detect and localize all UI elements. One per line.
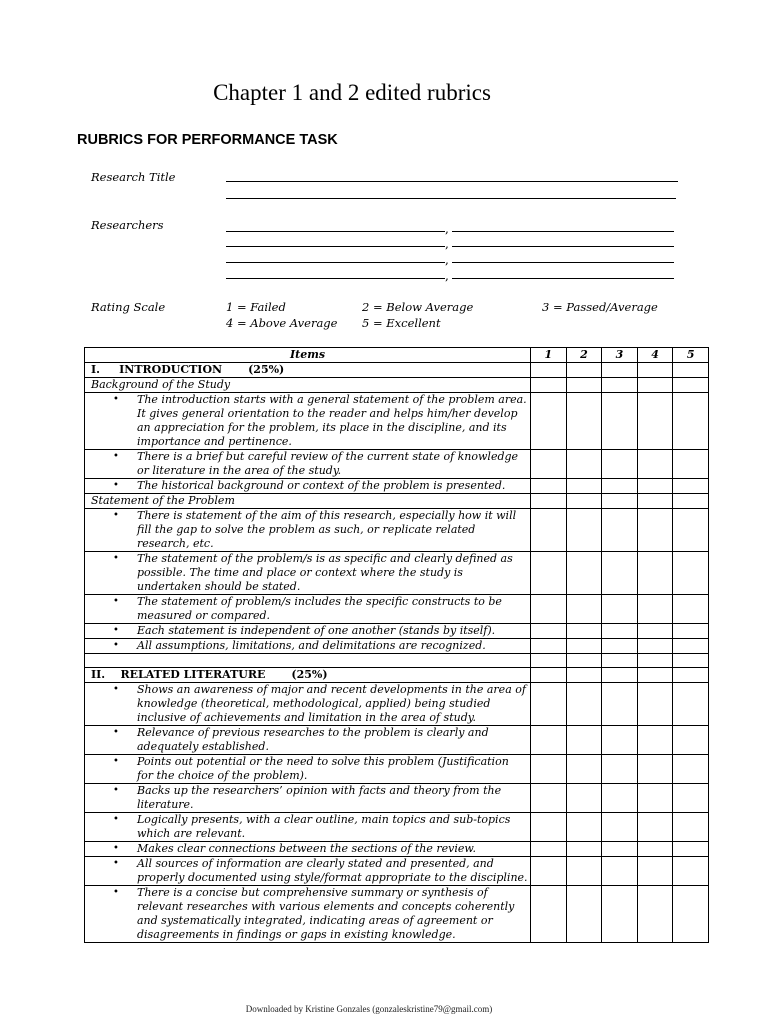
criterion-text: The statement of problem/s includes the specific constructs to be measured or compared. bbox=[137, 595, 502, 622]
researcher-line-1a[interactable] bbox=[226, 231, 445, 232]
score-cell-1[interactable] bbox=[531, 509, 567, 552]
score-cell-5[interactable] bbox=[673, 726, 709, 755]
header-items: Items bbox=[85, 348, 531, 363]
research-title-line-2[interactable] bbox=[226, 198, 676, 199]
score-cell-3[interactable] bbox=[602, 509, 638, 552]
table-row bbox=[85, 755, 709, 784]
score-cell-3[interactable] bbox=[602, 494, 638, 509]
rubric-table bbox=[84, 347, 709, 943]
criterion-text: The historical background or context of the problem is presented. bbox=[137, 479, 506, 492]
criterion-text: The introduction starts with a general statement of the problem area. It gives general orientation to the reader and helps him/her develop an appreciation for the problem, its place in the discipline, and its importance and pertinence. bbox=[137, 393, 527, 448]
table-row bbox=[85, 639, 709, 654]
bullet-icon: • bbox=[113, 843, 119, 854]
score-cell-2[interactable] bbox=[566, 813, 602, 842]
rating-scale-item: 1 = Failed bbox=[226, 300, 286, 314]
score-cell-4[interactable] bbox=[637, 842, 673, 857]
criterion-text: There is a concise but comprehensive summary or synthesis of relevant researches with various elements and concepts coherently and systematically integrated, indicating areas of agreement or disagreements in findings or gaps in existing knowledge. bbox=[137, 886, 515, 941]
score-cell-2[interactable] bbox=[566, 857, 602, 886]
table-row bbox=[85, 668, 709, 683]
researchers-label: Researchers bbox=[91, 218, 164, 232]
researcher-line-2a[interactable] bbox=[226, 246, 445, 247]
criterion-cell bbox=[85, 552, 531, 595]
score-cell-1[interactable] bbox=[531, 624, 567, 639]
score-cell-4[interactable] bbox=[637, 509, 673, 552]
score-cell-5[interactable] bbox=[673, 595, 709, 624]
score-cell-1[interactable] bbox=[531, 595, 567, 624]
score-cell-2[interactable] bbox=[566, 595, 602, 624]
score-cell-1[interactable] bbox=[531, 668, 567, 683]
criterion-cell bbox=[85, 639, 531, 654]
section-label: I. INTRODUCTION bbox=[91, 363, 223, 376]
score-cell-2[interactable] bbox=[566, 393, 602, 450]
bullet-icon: • bbox=[113, 640, 119, 651]
bullet-icon: • bbox=[113, 596, 119, 607]
header-score-1: 1 bbox=[531, 348, 567, 363]
rating-scale-item: 5 = Excellent bbox=[362, 316, 441, 330]
bullet-icon: • bbox=[113, 756, 119, 767]
table-row bbox=[85, 624, 709, 639]
score-cell-3[interactable] bbox=[602, 639, 638, 654]
score-cell-1[interactable] bbox=[531, 755, 567, 784]
header-score-2: 2 bbox=[566, 348, 602, 363]
table-row bbox=[85, 494, 709, 509]
bullet-icon: • bbox=[113, 553, 119, 564]
score-cell-4[interactable] bbox=[637, 363, 673, 378]
score-cell-2[interactable] bbox=[566, 509, 602, 552]
bullet-icon: • bbox=[113, 625, 119, 636]
table-row bbox=[85, 726, 709, 755]
score-cell-1[interactable] bbox=[531, 857, 567, 886]
score-cell-3[interactable] bbox=[602, 886, 638, 943]
header-score-5: 5 bbox=[673, 348, 709, 363]
table-row bbox=[85, 479, 709, 494]
bullet-icon: • bbox=[113, 510, 119, 521]
comma: , bbox=[445, 253, 449, 267]
score-cell-3[interactable] bbox=[602, 393, 638, 450]
criterion-text: Each statement is independent of one another (stands by itself). bbox=[137, 624, 496, 637]
score-cell-1[interactable] bbox=[531, 726, 567, 755]
table-row bbox=[85, 363, 709, 378]
criterion-cell bbox=[85, 726, 531, 755]
score-cell-4[interactable] bbox=[637, 393, 673, 450]
criterion-text: There is a brief but careful review of the current state of knowledge or literature in the area of the study. bbox=[137, 450, 519, 477]
score-cell-1[interactable] bbox=[531, 683, 567, 726]
score-cell-1[interactable] bbox=[531, 552, 567, 595]
criterion-cell bbox=[85, 842, 531, 857]
score-cell-2[interactable] bbox=[566, 886, 602, 943]
researcher-line-1b[interactable] bbox=[452, 231, 674, 232]
table-row bbox=[85, 784, 709, 813]
score-cell-5[interactable] bbox=[673, 509, 709, 552]
score-cell-3[interactable] bbox=[602, 363, 638, 378]
table-row bbox=[85, 857, 709, 886]
table-row bbox=[85, 842, 709, 857]
criterion-cell bbox=[85, 595, 531, 624]
criterion-text: There is statement of the aim of this research, especially how it will fill the gap to solve the problem as such, or replicate related research, etc. bbox=[137, 509, 517, 550]
score-cell-5[interactable] bbox=[673, 552, 709, 595]
score-cell-5[interactable] bbox=[673, 639, 709, 654]
header-score-3: 3 bbox=[602, 348, 638, 363]
score-cell-3[interactable] bbox=[602, 595, 638, 624]
bullet-icon: • bbox=[113, 727, 119, 738]
rating-scale-item: 2 = Below Average bbox=[362, 300, 474, 314]
comma: , bbox=[445, 237, 449, 251]
score-cell-1[interactable] bbox=[531, 639, 567, 654]
score-cell-1[interactable] bbox=[531, 813, 567, 842]
criterion-cell bbox=[85, 509, 531, 552]
researcher-line-3b[interactable] bbox=[452, 262, 674, 263]
score-cell-2[interactable] bbox=[566, 668, 602, 683]
score-cell-4[interactable] bbox=[637, 857, 673, 886]
criterion-cell bbox=[85, 886, 531, 943]
score-cell-4[interactable] bbox=[637, 668, 673, 683]
bullet-icon: • bbox=[113, 887, 119, 898]
score-cell-4[interactable] bbox=[637, 639, 673, 654]
score-cell-2[interactable] bbox=[566, 494, 602, 509]
score-cell-4[interactable] bbox=[637, 784, 673, 813]
score-cell-4[interactable] bbox=[637, 813, 673, 842]
table-row bbox=[85, 450, 709, 479]
researcher-line-4a[interactable] bbox=[226, 278, 445, 279]
score-cell-5[interactable] bbox=[673, 683, 709, 726]
score-cell-2[interactable] bbox=[566, 842, 602, 857]
rubric-body bbox=[85, 363, 709, 943]
score-cell-3[interactable] bbox=[602, 842, 638, 857]
criterion-cell bbox=[85, 393, 531, 450]
score-cell-2[interactable] bbox=[566, 639, 602, 654]
score-cell-2[interactable] bbox=[566, 378, 602, 393]
comma: , bbox=[445, 222, 449, 236]
section-weight: (25%) bbox=[248, 363, 285, 376]
criterion-cell bbox=[85, 654, 531, 668]
score-cell-4[interactable] bbox=[637, 886, 673, 943]
table-row bbox=[85, 654, 709, 668]
criterion-cell bbox=[85, 450, 531, 479]
score-cell-5[interactable] bbox=[673, 842, 709, 857]
score-cell-3[interactable] bbox=[602, 755, 638, 784]
score-cell-3[interactable] bbox=[602, 857, 638, 886]
score-cell-5[interactable] bbox=[673, 857, 709, 886]
score-cell-3[interactable] bbox=[602, 784, 638, 813]
score-cell-5[interactable] bbox=[673, 624, 709, 639]
table-header-row bbox=[85, 348, 709, 363]
score-cell-4[interactable] bbox=[637, 726, 673, 755]
criterion-text: Shows an awareness of major and recent developments in the area of knowledge (theoretical, methodological, applied) being studied inclusive of achievements and limitation in the area of study. bbox=[137, 683, 526, 724]
score-cell-5[interactable] bbox=[673, 886, 709, 943]
score-cell-1[interactable] bbox=[531, 479, 567, 494]
criterion-text: All assumptions, limitations, and delimitations are recognized. bbox=[137, 639, 486, 652]
header-score-4: 4 bbox=[637, 348, 673, 363]
score-cell-1[interactable] bbox=[531, 378, 567, 393]
score-cell-5[interactable] bbox=[673, 755, 709, 784]
score-cell-3[interactable] bbox=[602, 813, 638, 842]
rating-scale-item: 3 = Passed/Average bbox=[542, 300, 658, 314]
criterion-text: Points out potential or the need to solve this problem (Justification for the choice of the problem). bbox=[137, 755, 509, 782]
score-cell-5[interactable] bbox=[673, 494, 709, 509]
score-cell-1[interactable] bbox=[531, 494, 567, 509]
section-weight: (25%) bbox=[291, 668, 328, 681]
score-cell-2[interactable] bbox=[566, 683, 602, 726]
table-row bbox=[85, 813, 709, 842]
table-row bbox=[85, 595, 709, 624]
bullet-icon: • bbox=[113, 684, 119, 695]
criterion-cell bbox=[85, 784, 531, 813]
score-cell-3[interactable] bbox=[602, 654, 638, 668]
bullet-icon: • bbox=[113, 451, 119, 462]
score-cell-4[interactable] bbox=[637, 494, 673, 509]
criterion-cell bbox=[85, 479, 531, 494]
score-cell-2[interactable] bbox=[566, 624, 602, 639]
score-cell-4[interactable] bbox=[637, 595, 673, 624]
criterion-cell bbox=[85, 755, 531, 784]
score-cell-1[interactable] bbox=[531, 393, 567, 450]
score-cell-3[interactable] bbox=[602, 479, 638, 494]
score-cell-2[interactable] bbox=[566, 654, 602, 668]
score-cell-4[interactable] bbox=[637, 624, 673, 639]
score-cell-3[interactable] bbox=[602, 552, 638, 595]
score-cell-5[interactable] bbox=[673, 668, 709, 683]
bullet-icon: • bbox=[113, 394, 119, 405]
comma: , bbox=[445, 269, 449, 283]
score-cell-3[interactable] bbox=[602, 668, 638, 683]
table-row bbox=[85, 509, 709, 552]
score-cell-5[interactable] bbox=[673, 363, 709, 378]
score-cell-2[interactable] bbox=[566, 450, 602, 479]
score-cell-5[interactable] bbox=[673, 654, 709, 668]
score-cell-3[interactable] bbox=[602, 726, 638, 755]
score-cell-5[interactable] bbox=[673, 378, 709, 393]
research-title-label: Research Title bbox=[91, 170, 176, 184]
rating-scale-label: Rating Scale bbox=[91, 300, 166, 314]
score-cell-1[interactable] bbox=[531, 654, 567, 668]
bullet-icon: • bbox=[113, 785, 119, 796]
score-cell-5[interactable] bbox=[673, 813, 709, 842]
download-footer: Downloaded by Kristine Gonzales (gonzaleskristine79@gmail.com) bbox=[245, 1004, 493, 1014]
score-cell-2[interactable] bbox=[566, 726, 602, 755]
bullet-icon: • bbox=[113, 858, 119, 869]
criterion-text: All sources of information are clearly stated and presented, and properly documented using style/format appropriate to the discipline. bbox=[137, 857, 528, 884]
criterion-text: Logically presents, with a clear outline, main topics and sub-topics which are relevant. bbox=[137, 813, 511, 840]
researcher-line-2b[interactable] bbox=[452, 246, 674, 247]
criterion-text: Backs up the researchers’ opinion with facts and theory from the literature. bbox=[137, 784, 502, 811]
score-cell-1[interactable] bbox=[531, 363, 567, 378]
score-cell-4[interactable] bbox=[637, 552, 673, 595]
criterion-cell bbox=[85, 683, 531, 726]
score-cell-1[interactable] bbox=[531, 784, 567, 813]
score-cell-4[interactable] bbox=[637, 479, 673, 494]
criterion-cell bbox=[85, 813, 531, 842]
score-cell-2[interactable] bbox=[566, 552, 602, 595]
section-title bbox=[85, 668, 531, 683]
score-cell-4[interactable] bbox=[637, 755, 673, 784]
score-cell-3[interactable] bbox=[602, 378, 638, 393]
section-label: II. RELATED LITERATURE bbox=[91, 668, 266, 681]
score-cell-5[interactable] bbox=[673, 450, 709, 479]
table-row bbox=[85, 378, 709, 393]
score-cell-5[interactable] bbox=[673, 784, 709, 813]
document-title: Chapter 1 and 2 edited rubrics bbox=[213, 80, 491, 105]
score-cell-4[interactable] bbox=[637, 378, 673, 393]
criterion-cell bbox=[85, 624, 531, 639]
score-cell-3[interactable] bbox=[602, 450, 638, 479]
criterion-text: Makes clear connections between the sections of the review. bbox=[137, 842, 476, 855]
subsection-title: Statement of the Problem bbox=[85, 494, 531, 509]
section-heading: RUBRICS FOR PERFORMANCE TASK bbox=[77, 132, 338, 148]
table-row bbox=[85, 683, 709, 726]
score-cell-4[interactable] bbox=[637, 450, 673, 479]
table-row bbox=[85, 393, 709, 450]
rating-scale-item: 4 = Above Average bbox=[226, 316, 338, 330]
researcher-line-3a[interactable] bbox=[226, 262, 445, 263]
bullet-icon: • bbox=[113, 480, 119, 491]
score-cell-3[interactable] bbox=[602, 624, 638, 639]
score-cell-2[interactable] bbox=[566, 784, 602, 813]
criterion-cell bbox=[85, 857, 531, 886]
score-cell-3[interactable] bbox=[602, 683, 638, 726]
table-row bbox=[85, 886, 709, 943]
score-cell-4[interactable] bbox=[637, 654, 673, 668]
score-cell-4[interactable] bbox=[637, 683, 673, 726]
criterion-text: The statement of the problem/s is as specific and clearly defined as possible. The time and place or context where the study is undertaken should be stated. bbox=[137, 552, 513, 593]
score-cell-5[interactable] bbox=[673, 393, 709, 450]
score-cell-1[interactable] bbox=[531, 842, 567, 857]
research-title-line-1[interactable] bbox=[226, 181, 678, 182]
section-title bbox=[85, 363, 531, 378]
score-cell-2[interactable] bbox=[566, 755, 602, 784]
researcher-line-4b[interactable] bbox=[452, 278, 674, 279]
score-cell-2[interactable] bbox=[566, 479, 602, 494]
bullet-icon: • bbox=[113, 814, 119, 825]
table-row bbox=[85, 552, 709, 595]
score-cell-1[interactable] bbox=[531, 450, 567, 479]
subsection-title: Background of the Study bbox=[85, 378, 531, 393]
score-cell-1[interactable] bbox=[531, 886, 567, 943]
score-cell-2[interactable] bbox=[566, 363, 602, 378]
score-cell-5[interactable] bbox=[673, 479, 709, 494]
criterion-text: Relevance of previous researches to the problem is clearly and adequately established. bbox=[137, 726, 489, 753]
